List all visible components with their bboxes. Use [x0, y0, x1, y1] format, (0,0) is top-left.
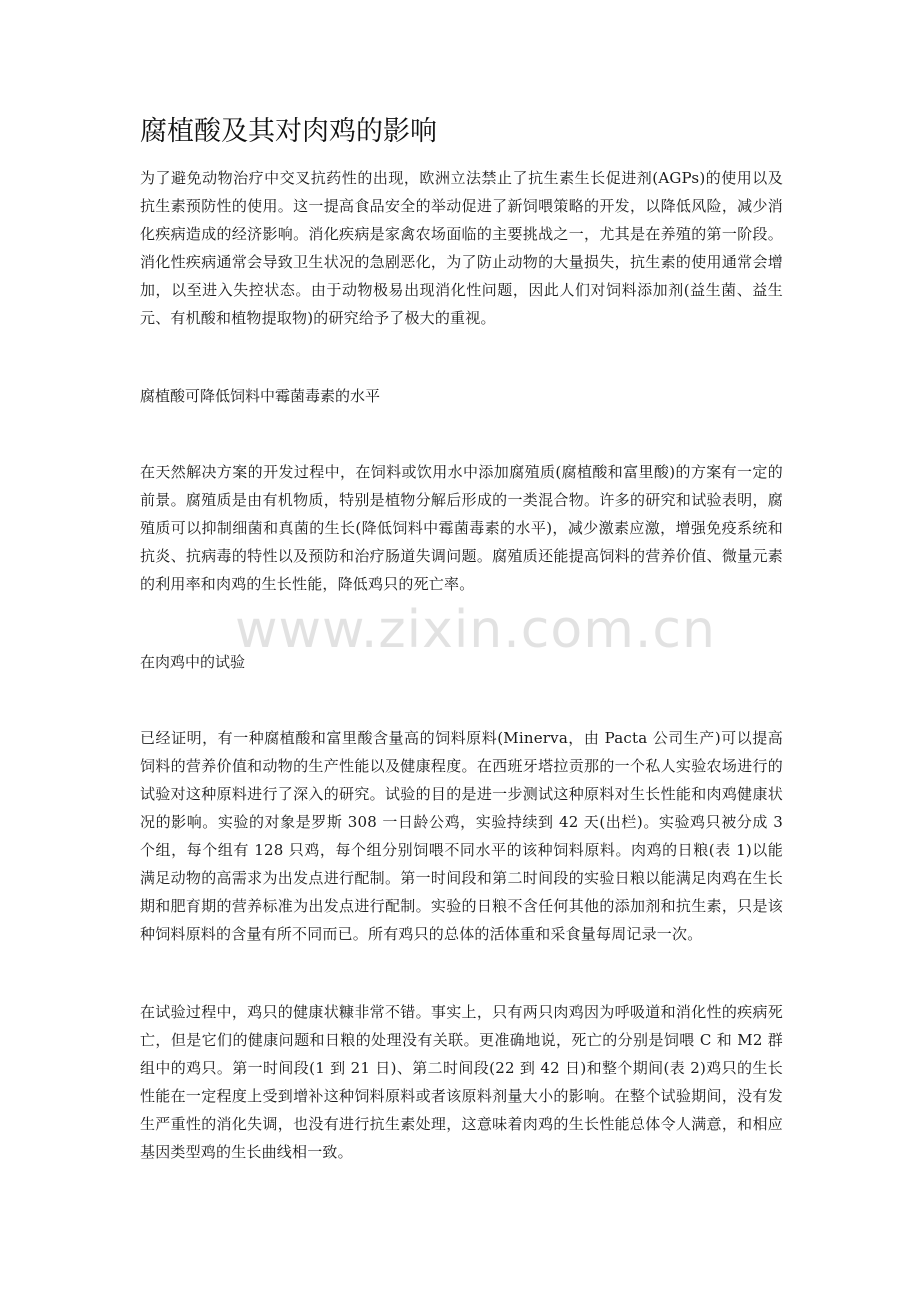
paragraph-trial-design: 已经证明，有一种腐植酸和富里酸含量高的饲料原料(Minerva，由 Pacta 公司生产)可以提高饲料的营养价值和动物的生产性能以及健康程度。在西班牙塔拉贡那的一个私人实验农场进行的试验对这种原料进行了深入的研究。试验的目的是进一步测试这种原料对生长性能和肉鸡健康状况的影响。实验的对象是罗斯 308 一日龄公鸡，实验持续到 42 天(出栏)。实验鸡只被分成 3 个组，每个组有 128 只鸡，每个组分别饲喂不同水平的该种饲料原料。肉鸡的日粮(表 1)以能满足动物的高需求为出发点进行配制。第一时间段和第二时间段的实验日粮以能满足肉鸡在生长期和肥育期的营养标准为出发点进行配制。实验的日粮不含任何其他的添加剂和抗生素，只是该种饲料原料的含量有所不同而已。所有鸡只的总体的活体重和采食量每周记录一次。 [140, 729, 783, 943]
spacer [140, 598, 783, 648]
spacer [140, 332, 783, 382]
section-heading-mycotoxin: 腐植酸可降低饲料中霉菌毒素的水平 [140, 387, 381, 405]
paragraph-intro: 为了避免动物治疗中交叉抗药性的出现，欧洲立法禁止了抗生素生长促进剂(AGPs)的使用以及抗生素预防性的使用。这一提高食品安全的举动促进了新饲喂策略的开发，以降低风险，减少消化疾病造成的经济影响。消化疾病是家禽农场面临的主要挑战之一，尤其是在养殖的第一阶段。消化性疾病通常会导致卫生状况的急剧恶化，为了防止动物的大量损失，抗生素的使用通常会增加，以至进入失控状态。由于动物极易出现消化性问题，因此人们对饲料添加剂(益生菌、益生元、有机酸和植物提取物)的研究给予了极大的重视。 [140, 169, 783, 327]
paragraph-humic-substances: 在天然解决方案的开发过程中，在饲料或饮用水中添加腐殖质(腐植酸和富里酸)的方案有一定的前景。腐殖质是由有机物质，特别是植物分解后形成的一类混合物。许多的研究和试验表明，腐殖质可以抑制细菌和真菌的生长(降低饲料中霉菌毒素的水平)，减少激素应激，增强免疫系统和抗炎、抗病毒的特性以及预防和治疗肠道失调问题。腐殖质还能提高饲料的营养价值、微量元素的利用率和肉鸡的生长性能，降低鸡只的死亡率。 [140, 463, 783, 593]
spacer [140, 676, 783, 724]
document-page [140, 112, 783, 1166]
spacer [140, 410, 783, 458]
watermark-text: www.zixin.com.cn [235, 600, 716, 660]
paragraph-trial-results: 在试验过程中，鸡只的健康状糠非常不错。事实上，只有两只肉鸡因为呼吸道和消化性的疾病死亡，但是它们的健康问题和日粮的处理没有关联。更准确地说，死亡的分别是饲喂 C 和 M2 群组中的鸡只。第一时间段(1 到 21 日)、第二时间段(22 到 42 日)和整个期间(表 2)鸡只的生长性能在一定程度上受到增补这种饲料原料或者该原料剂量大小的影响。在整个试验期间，没有发生严重性的消化失调，也没有进行抗生素处理，这意味着肉鸡的生长性能总体令人满意，和相应基因类型鸡的生长曲线相一致。 [140, 1003, 783, 1161]
section-heading-broiler-trial: 在肉鸡中的试验 [140, 653, 246, 671]
spacer [140, 948, 783, 998]
document-title: 腐植酸及其对肉鸡的影响 [140, 116, 437, 147]
